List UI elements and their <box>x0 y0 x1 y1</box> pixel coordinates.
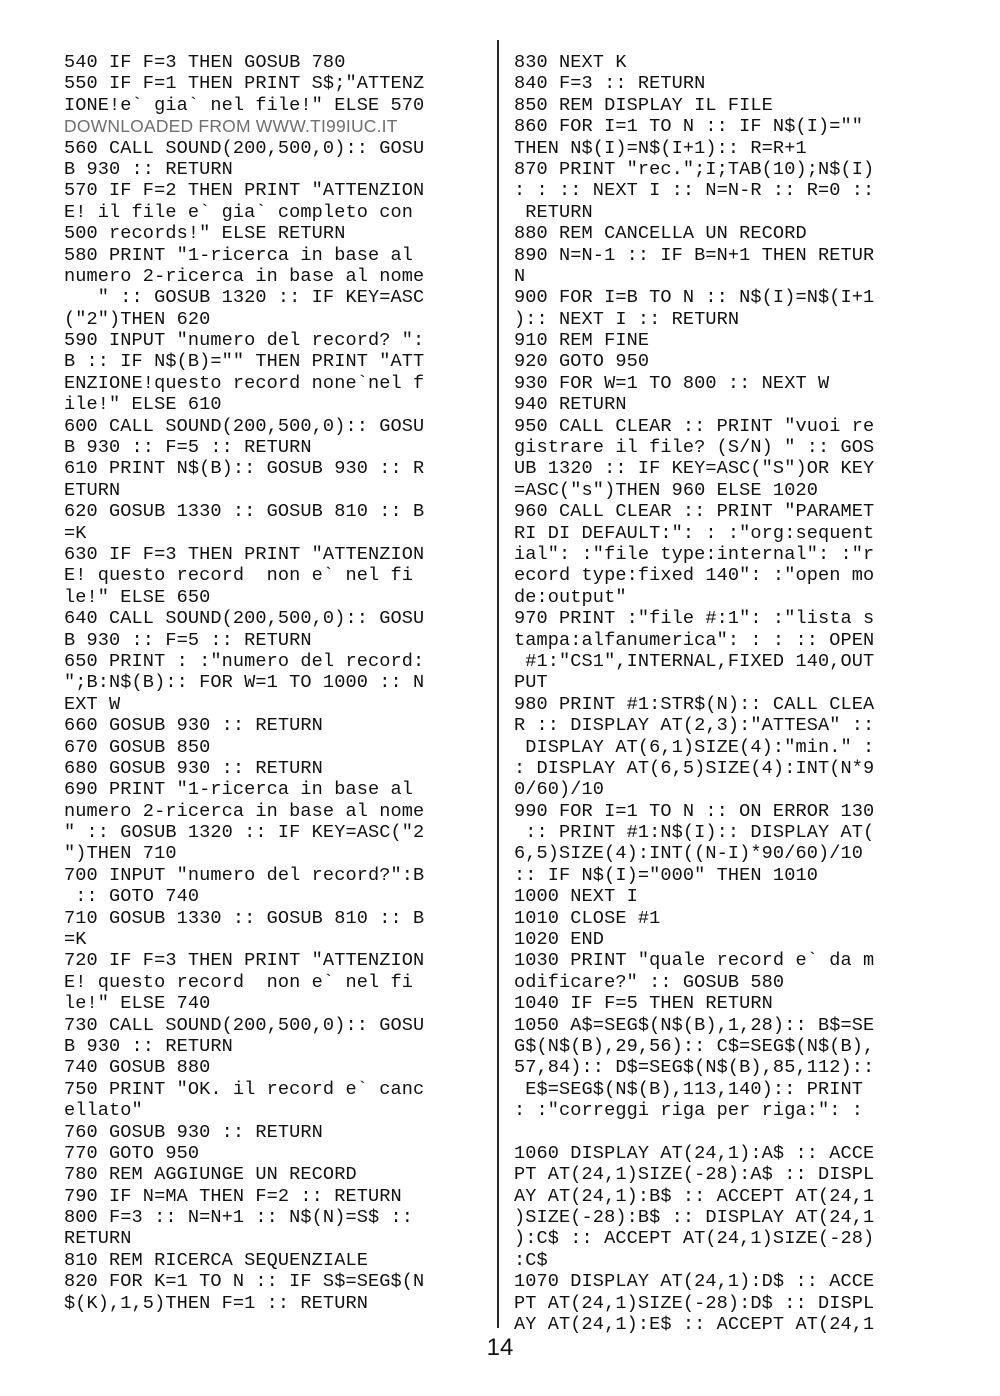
code-line: 1050 A$=SEG$(N$(B),1,28):: B$=SE <box>514 1014 875 1036</box>
code-line: 980 PRINT #1:STR$(N):: CALL CLEA <box>514 693 875 715</box>
code-line: 920 GOTO 950 <box>514 351 650 373</box>
code-line: )SIZE(-28):B$ :: DISPLAY AT(24,1 <box>514 1207 875 1229</box>
code-line: 1010 CLOSE #1 <box>514 907 661 929</box>
code-line: 790 IF N=MA THEN F=2 :: RETURN <box>64 1185 402 1207</box>
code-line: ";B:N$(B):: FOR W=1 TO 1000 :: N <box>64 672 425 694</box>
code-line: de:output" <box>514 586 627 608</box>
code-line: 550 IF F=1 THEN PRINT S$;"ATTENZ <box>64 73 425 95</box>
code-line: 700 INPUT "numero del record?":B <box>64 864 425 886</box>
code-line: 950 CALL CLEAR :: PRINT "vuoi re <box>514 415 875 437</box>
code-line: 900 FOR I=B TO N :: N$(I)=N$(I+1 <box>514 287 875 309</box>
code-line: 560 CALL SOUND(200,500,0):: GOSU <box>64 137 425 159</box>
code-line: ")THEN 710 <box>64 843 177 865</box>
code-line: 1040 IF F=5 THEN RETURN <box>514 993 773 1015</box>
code-line: B 930 :: F=5 :: RETURN <box>64 629 312 651</box>
code-line: PUT <box>514 672 548 694</box>
code-line: 1030 PRINT "quale record e` da m <box>514 950 875 972</box>
code-line <box>514 1122 934 1143</box>
code-line: 740 GOSUB 880 <box>64 1057 211 1079</box>
code-line: 930 FOR W=1 TO 800 :: NEXT W <box>514 372 830 394</box>
code-line: ENZIONE!questo record none`nel f <box>64 372 425 394</box>
code-line: 800 F=3 :: N=N+1 :: N$(N)=S$ :: <box>64 1207 413 1229</box>
code-line: " :: GOSUB 1320 :: IF KEY=ASC <box>64 287 425 309</box>
right-code-column <box>514 52 934 1335</box>
code-line: ial": :"file type:internal": :"r <box>514 543 875 565</box>
code-line: ecord type:fixed 140": :"open mo <box>514 565 875 587</box>
code-line: E! questo record non e` nel fi <box>64 971 413 993</box>
code-line: ):: NEXT I :: RETURN <box>514 308 740 330</box>
column-divider <box>497 40 499 1328</box>
code-line: RETURN <box>64 1228 132 1250</box>
code-line: : DISPLAY AT(6,5)SIZE(4):INT(N*9 <box>514 757 875 779</box>
code-line: #1:"CS1",INTERNAL,FIXED 140,OUT <box>514 650 875 672</box>
code-line: $(K),1,5)THEN F=1 :: RETURN <box>64 1292 368 1314</box>
code-line: G$(N$(B),29,56):: C$=SEG$(N$(B), <box>514 1035 875 1057</box>
code-line: 960 CALL CLEAR :: PRINT "PARAMET <box>514 501 875 523</box>
page-number: 14 <box>486 1334 514 1361</box>
code-line: B 930 :: F=5 :: RETURN <box>64 437 312 459</box>
code-line: 600 CALL SOUND(200,500,0):: GOSU <box>64 415 425 437</box>
code-line: le!" ELSE 740 <box>64 993 211 1015</box>
code-line: EXT W <box>64 693 121 715</box>
code-line: 610 PRINT N$(B):: GOSUB 930 :: R <box>64 458 425 480</box>
code-line: : : :: NEXT I :: N=N-R :: R=0 :: <box>514 180 875 202</box>
code-line: ETURN <box>64 479 121 501</box>
code-line: 940 RETURN <box>514 394 627 416</box>
code-line: 990 FOR I=1 TO N :: ON ERROR 130 <box>514 800 875 822</box>
code-line: 1070 DISPLAY AT(24,1):D$ :: ACCE <box>514 1271 875 1293</box>
code-line: B :: IF N$(B)="" THEN PRINT "ATT <box>64 351 425 373</box>
code-line: 730 CALL SOUND(200,500,0):: GOSU <box>64 1014 425 1036</box>
code-line: PT AT(24,1)SIZE(-28):A$ :: DISPL <box>514 1164 875 1186</box>
code-line: THEN N$(I)=N$(I+1):: R=R+1 <box>514 137 807 159</box>
code-line: 590 INPUT "numero del record? ": <box>64 330 425 352</box>
code-line: 850 REM DISPLAY IL FILE <box>514 94 773 116</box>
code-line: PT AT(24,1)SIZE(-28):D$ :: DISPL <box>514 1292 875 1314</box>
code-line: 57,84):: D$=SEG$(N$(B),85,112):: <box>514 1057 875 1079</box>
code-line: le!" ELSE 650 <box>64 586 211 608</box>
code-line: 970 PRINT :"file #:1": :"lista s <box>514 608 875 630</box>
code-line: 640 CALL SOUND(200,500,0):: GOSU <box>64 608 425 630</box>
code-line: ):C$ :: ACCEPT AT(24,1)SIZE(-28) <box>514 1228 875 1250</box>
code-line: 690 PRINT "1-ricerca in base al <box>64 779 413 801</box>
code-line: E! il file e` gia` completo con <box>64 201 413 223</box>
code-line: B 930 :: RETURN <box>64 1035 233 1057</box>
code-line: ("2")THEN 620 <box>64 308 211 330</box>
code-line: 770 GOTO 950 <box>64 1142 200 1164</box>
code-line: R :: DISPLAY AT(2,3):"ATTESA" :: <box>514 715 875 737</box>
code-line: 570 IF F=2 THEN PRINT "ATTENZION <box>64 180 425 202</box>
code-line: AY AT(24,1):B$ :: ACCEPT AT(24,1 <box>514 1185 875 1207</box>
code-line: ellato" <box>64 1100 143 1122</box>
code-line: 820 FOR K=1 TO N :: IF S$=SEG$(N <box>64 1271 425 1293</box>
code-line: " :: GOSUB 1320 :: IF KEY=ASC("2 <box>64 822 425 844</box>
code-line: 1020 END <box>514 929 605 951</box>
code-line: UB 1320 :: IF KEY=ASC("S")OR KEY <box>514 458 875 480</box>
code-line: :C$ <box>514 1249 548 1271</box>
code-line: DISPLAY AT(6,1)SIZE(4):"min." : <box>514 736 875 758</box>
code-line: RI DI DEFAULT:": : :"org:sequent <box>514 522 875 544</box>
code-line: 910 REM FINE <box>514 330 650 352</box>
code-line: numero 2-ricerca in base al nome <box>64 265 425 287</box>
code-line: gistrare il file? (S/N) " :: GOS <box>514 437 875 459</box>
code-line: 6,5)SIZE(4):INT((N-I)*90/60)/10 <box>514 843 863 865</box>
code-line: odificare?" :: GOSUB 580 <box>514 971 785 993</box>
code-line: 540 IF F=3 THEN GOSUB 780 <box>64 52 346 73</box>
code-line: AY AT(24,1):E$ :: ACCEPT AT(24,1 <box>514 1314 875 1336</box>
code-line: 670 GOSUB 850 <box>64 736 211 758</box>
code-line: 870 PRINT "rec.";I;TAB(10);N$(I) <box>514 158 875 180</box>
code-line: =ASC("s")THEN 960 ELSE 1020 <box>514 479 818 501</box>
code-line: tampa:alfanumerica": : : :: OPEN <box>514 629 875 651</box>
code-line: =K <box>64 929 87 951</box>
code-line: 0/60)/10 <box>514 779 605 801</box>
code-line: :: GOTO 740 <box>64 886 200 908</box>
code-line: 780 REM AGGIUNGE UN RECORD <box>64 1164 357 1186</box>
code-line: 620 GOSUB 1330 :: GOSUB 810 :: B <box>64 501 425 523</box>
left-code-column <box>64 52 484 1314</box>
code-line: RETURN <box>514 201 593 223</box>
code-line: 660 GOSUB 930 :: RETURN <box>64 715 323 737</box>
code-line: 650 PRINT : :"numero del record: <box>64 650 425 672</box>
code-line: 1060 DISPLAY AT(24,1):A$ :: ACCE <box>514 1142 875 1164</box>
code-line: N <box>514 265 526 287</box>
code-line: :: PRINT #1:N$(I):: DISPLAY AT( <box>514 822 875 844</box>
code-line: E$=SEG$(N$(B),113,140):: PRINT <box>514 1078 863 1100</box>
code-line: 580 PRINT "1-ricerca in base al <box>64 244 413 266</box>
code-line: B 930 :: RETURN <box>64 158 233 180</box>
code-line: 710 GOSUB 1330 :: GOSUB 810 :: B <box>64 907 425 929</box>
code-line: :: IF N$(I)="000" THEN 1010 <box>514 864 818 886</box>
code-line: 760 GOSUB 930 :: RETURN <box>64 1121 323 1143</box>
code-line: 500 records!" ELSE RETURN <box>64 223 346 245</box>
code-line: =K <box>64 522 87 544</box>
watermark-line: DOWNLOADED FROM WWW.TI99IUC.IT <box>64 116 398 137</box>
code-line: ile!" ELSE 610 <box>64 394 222 416</box>
code-line: IONE!e` gia` nel file!" ELSE 570 <box>64 94 425 116</box>
code-line: 830 NEXT K <box>514 52 627 73</box>
code-line: 630 IF F=3 THEN PRINT "ATTENZION <box>64 543 425 565</box>
code-line: 880 REM CANCELLA UN RECORD <box>514 223 807 245</box>
code-line: numero 2-ricerca in base al nome <box>64 800 425 822</box>
code-line: 680 GOSUB 930 :: RETURN <box>64 757 323 779</box>
code-line: 720 IF F=3 THEN PRINT "ATTENZION <box>64 950 425 972</box>
code-line: 810 REM RICERCA SEQUENZIALE <box>64 1249 368 1271</box>
code-line: 890 N=N-1 :: IF B=N+1 THEN RETUR <box>514 244 875 266</box>
code-line: 860 FOR I=1 TO N :: IF N$(I)="" <box>514 116 863 138</box>
code-line: E! questo record non e` nel fi <box>64 565 413 587</box>
code-line: 840 F=3 :: RETURN <box>514 73 706 95</box>
code-line: 750 PRINT "OK. il record e` canc <box>64 1078 425 1100</box>
code-line: 1000 NEXT I <box>514 886 638 908</box>
code-line: : :"correggi riga per riga:": : <box>514 1100 863 1122</box>
